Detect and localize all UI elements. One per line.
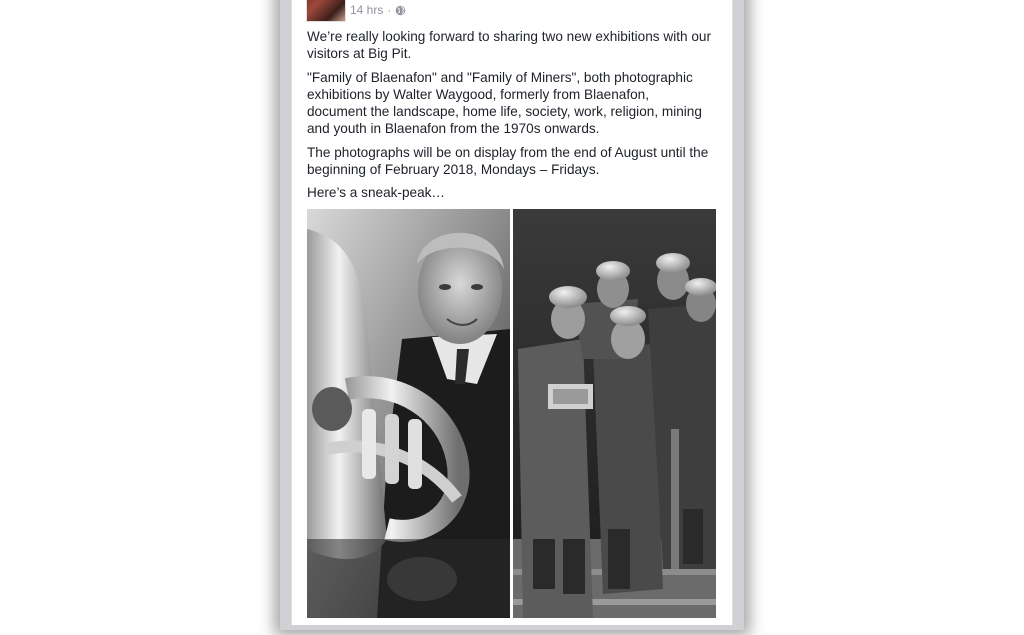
post-text [307,28,711,208]
post-paragraph: We’re really looking forward to sharing two new exhibitions with our visitors at Big Pit. [307,29,711,62]
coal-miners-group-photo[interactable] [513,209,716,618]
globe-icon [395,5,406,16]
post-header [306,0,706,22]
post-paragraph: Here’s a sneak-peak… [307,185,446,201]
post-paragraph: The photographs will be on display from the end of August until the beginning of February 2018, Mondays – Fridays. [307,144,709,178]
post-meta [350,3,406,17]
page-avatar[interactable] [306,0,346,22]
euphonium-player-photo[interactable] [307,209,510,618]
post-timestamp[interactable]: 14 hrs [350,3,384,17]
meta-separator: · [387,3,392,17]
photo-grid [307,209,716,618]
post-paragraph: "Family of Blaenafon" and "Family of Miners", both photographic exhibitions by Walter Waygood, formerly from Blaenafon, document the landscape, home life, society, work, religion, mining and youth in Blaenafon from the 1970s onwards. [307,69,702,137]
facebook-post-card [291,0,733,625]
